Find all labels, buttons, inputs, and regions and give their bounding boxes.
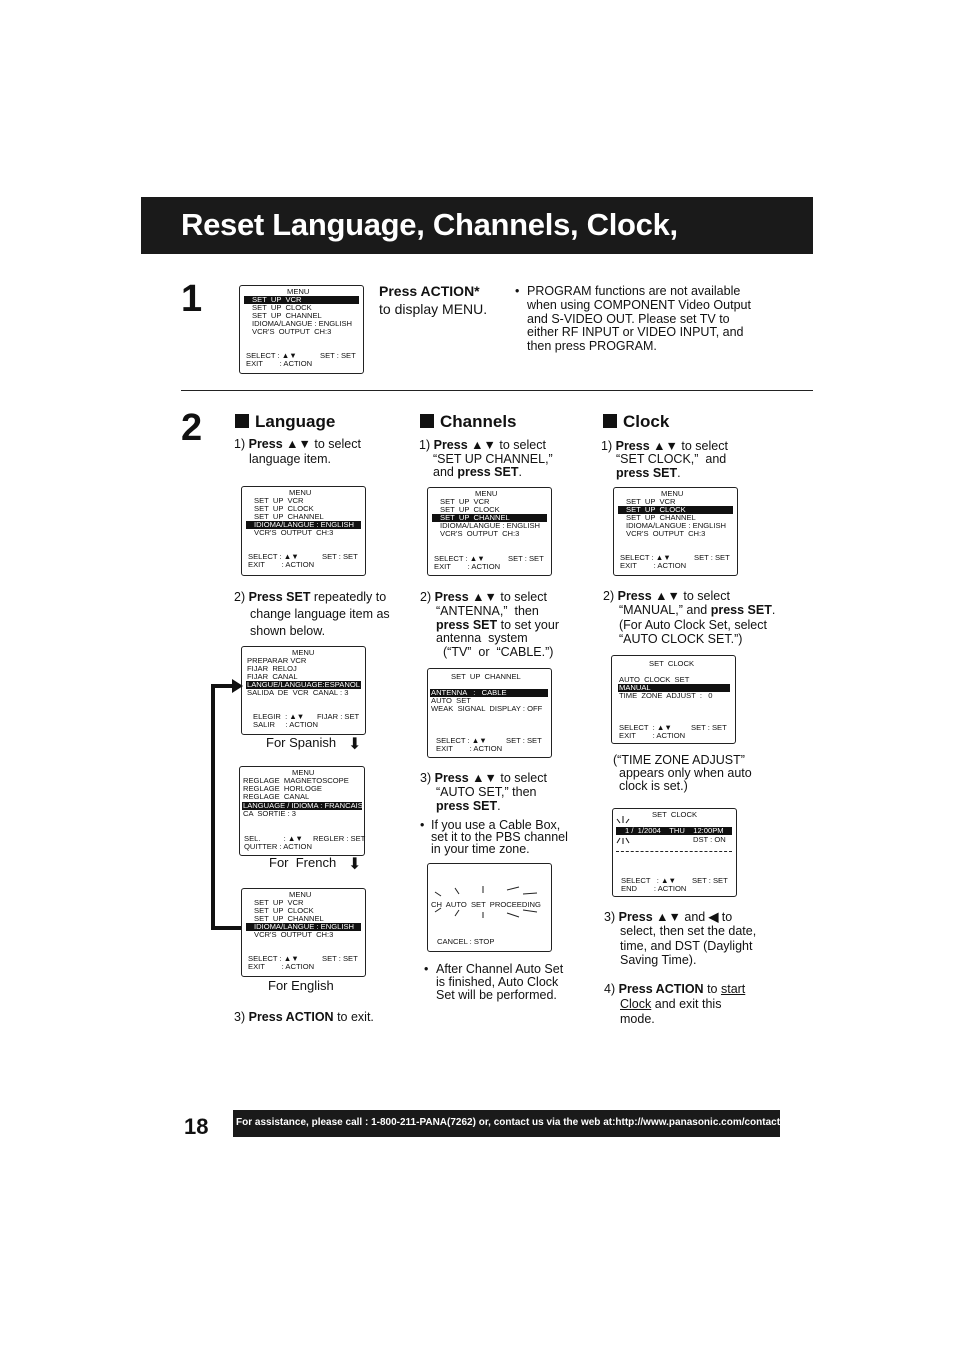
for-french-label: For French — [269, 855, 337, 870]
french-menu-screen — [239, 766, 365, 856]
display-menu-label: to display MENU. — [379, 301, 488, 317]
bold-text: Press ▲▼ — [434, 771, 497, 785]
clock-step3-line3: time, and DST (Daylight — [620, 939, 753, 953]
screen-line-highlight: SET UP CLOCK — [618, 506, 733, 514]
screen-line: AUTO SET — [431, 696, 471, 705]
down-arrow-icon: ⬇ — [348, 736, 362, 753]
screen-set: SET : SET — [506, 736, 542, 745]
text: and — [433, 465, 458, 479]
screen-select: SEL. : ▲▼ — [244, 834, 303, 843]
screen-line: SET CLOCK — [649, 659, 695, 668]
step-num: 2) — [234, 590, 246, 604]
bold-text: Press ▲▼ — [615, 439, 678, 453]
clock-menu-screen — [613, 487, 738, 576]
bold-text: press SET — [616, 466, 678, 480]
note-line: when using COMPONENT Video Output — [527, 298, 751, 312]
set-clock-screen — [611, 655, 736, 744]
screen-select: SELECT : ▲▼ — [248, 954, 299, 963]
screen-select: SELECT : ▲▼ — [434, 554, 485, 563]
screen-line: VCR'S OUTPUT CH:3 — [440, 529, 520, 538]
text: to exit. — [333, 1010, 374, 1024]
screen-line: MENU — [289, 890, 312, 899]
cable-note-line: set it to the PBS channel — [431, 830, 568, 844]
cursor-blink-icon — [614, 812, 734, 846]
step-2-number: 2 — [181, 407, 203, 449]
screen-line: MENU — [292, 768, 315, 777]
bold-text: Press ACTION — [248, 1010, 334, 1024]
screen-line: WEAK SIGNAL DISPLAY : OFF — [431, 704, 543, 713]
channels-step2-line5: (“TV” or “CABLE.”) — [443, 645, 554, 659]
auto-clock-note-line: After Channel Auto Set — [436, 962, 564, 976]
screen-line: SET UP VCR — [254, 496, 304, 505]
language-menu-screen — [241, 486, 366, 576]
channels-step2 — [420, 590, 547, 604]
note-line: either RF INPUT or VIDEO INPUT, and — [527, 325, 744, 339]
clock-step3 — [604, 910, 732, 924]
clock-step1 — [601, 439, 728, 453]
bullet: • — [424, 962, 429, 976]
screen-end: END : ACTION — [621, 884, 687, 893]
text: to set your — [497, 618, 559, 632]
screen-line: SALIDA DE VCR CANAL : 3 — [247, 688, 349, 697]
screen-line: VCR'S OUTPUT CH:3 — [252, 327, 332, 336]
note-bullet: • — [515, 284, 520, 298]
screen-line: SET UP CHANNEL — [626, 513, 696, 522]
text: . — [518, 465, 522, 479]
text: . — [497, 799, 501, 813]
screen-line: MENU — [292, 648, 315, 657]
text: and exit this — [651, 997, 722, 1011]
channels-menu-screen — [427, 487, 552, 576]
bold-text: Press ▲▼ — [434, 590, 497, 604]
screen-line: FIJAR RELOJ — [247, 664, 297, 673]
screen-set: REGLER : SET — [313, 834, 366, 843]
text: to select — [496, 771, 547, 785]
channels-step2-line4: antenna system — [436, 631, 528, 645]
text: to select — [679, 589, 730, 603]
underlined-text: start — [720, 982, 746, 996]
screen-line: TIME ZONE ADJUST : 0 — [619, 691, 713, 700]
screen-divider — [616, 851, 732, 852]
text: . — [771, 603, 776, 617]
language-step1 — [234, 437, 361, 451]
step-num: 1) — [419, 438, 431, 452]
screen-line: REGLAGE MAGNETOSCOPE — [243, 776, 349, 785]
text: to — [703, 982, 721, 996]
language-step3 — [234, 1010, 374, 1024]
text: “MANUAL,” and — [619, 603, 711, 617]
screen-line: REGLAGE CANAL — [243, 792, 310, 801]
screen-cancel: CANCEL : STOP — [437, 937, 495, 946]
bold-text: Press ▲▼ — [248, 437, 311, 451]
screen-line: SET UP VCR — [626, 497, 676, 506]
screen-line: SET UP CHANNEL — [254, 512, 324, 521]
step-num: 2) — [603, 589, 615, 603]
flashing-indicator-icon — [427, 882, 549, 922]
text: . — [677, 466, 681, 480]
for-spanish-label: For Spanish — [266, 735, 337, 750]
page-title: Reset Language, Channels, Clock, — [181, 207, 678, 242]
screen-select: SELECT : ▲▼ — [246, 351, 297, 360]
tz-note-line: appears only when auto — [619, 766, 752, 780]
clock-step2-line4: “AUTO CLOCK SET.”) — [619, 632, 743, 646]
screen-exit: EXIT : ACTION — [248, 962, 315, 971]
bold-text: press SET — [710, 603, 772, 617]
clock-step4-line3: mode. — [620, 1012, 655, 1026]
step-num: 3) — [604, 910, 616, 924]
step-num: 1) — [234, 437, 246, 451]
clock-step1-line2: “SET CLOCK,” and — [616, 452, 727, 466]
channels-step3-line3 — [436, 799, 501, 813]
text: to select — [495, 438, 546, 452]
loop-back-arrow-icon — [208, 679, 244, 931]
text: to select — [310, 437, 361, 451]
screen-line: MENU — [661, 489, 684, 498]
clock-step2-line2 — [619, 603, 775, 617]
screen-exit: SALIR : ACTION — [253, 720, 318, 729]
text: to — [718, 910, 733, 924]
bold-text: Press SET — [248, 590, 311, 604]
channels-step1-line3 — [433, 465, 522, 479]
step-1-number: 1 — [181, 278, 203, 320]
bold-text: Press ▲▼ — [617, 589, 680, 603]
channels-heading-text: Channels — [440, 412, 517, 431]
note-line: and S-VIDEO OUT. Please set TV to — [527, 312, 730, 326]
underlined-text: Clock — [620, 997, 652, 1011]
screen-line: IDIOMA/LANGUE : ENGLISH — [440, 521, 541, 530]
screen-line: FIJAR CANAL — [247, 672, 298, 681]
screen-exit: EXIT : ACTION — [620, 561, 687, 570]
channels-step3-line2: “AUTO SET,” then — [436, 785, 537, 799]
spanish-menu-screen — [241, 646, 366, 735]
screen-exit: EXIT : ACTION — [246, 359, 313, 368]
channels-step2-line3 — [436, 618, 559, 632]
screen-line: IDIOMA/LANGUE : ENGLISH — [626, 521, 727, 530]
screen-line: SET UP CLOCK — [252, 303, 312, 312]
screen-line-highlight: LANGUAGE / IDIOMA : FRANCAIS — [243, 801, 363, 810]
screen-exit: EXIT : ACTION — [619, 731, 686, 740]
tz-note-line: clock is set.) — [619, 779, 688, 793]
screen-line: MENU — [287, 287, 310, 296]
screen-line: VCR'S OUTPUT CH:3 — [626, 529, 706, 538]
square-bullet-icon — [420, 414, 434, 428]
bold-text: press SET — [436, 799, 498, 813]
bold-text: Press ▲▼ — [433, 438, 496, 452]
screen-select: SELECT : ▲▼ — [248, 552, 299, 561]
screen-line-highlight: SET UP CHANNEL — [432, 514, 547, 522]
screen-line-highlight: ANTENNA : CABLE — [430, 689, 548, 697]
screen-select: SELECT : ▲▼ — [436, 736, 487, 745]
screen-exit: EXIT : ACTION — [434, 562, 501, 571]
english-menu-screen — [241, 888, 366, 977]
text: to select — [496, 590, 547, 604]
screen-line: SET UP CHANNEL — [252, 311, 322, 320]
clock-step4-line2 — [620, 997, 721, 1011]
text: to select — [677, 439, 728, 453]
screen-select: SELECT : ▲▼ — [620, 553, 671, 562]
screen-line: VCR'S OUTPUT CH:3 — [254, 528, 334, 537]
screen-set: SET : SET — [694, 553, 730, 562]
for-english-label: For English — [268, 978, 334, 993]
bold-text: press SET — [457, 465, 519, 479]
channels-step1 — [419, 438, 546, 452]
screen-set: SET : SET — [691, 723, 727, 732]
clock-step3-line4: Saving Time). — [620, 953, 697, 967]
channels-heading — [420, 412, 517, 432]
clock-step4 — [604, 982, 745, 996]
screen-line: SET UP CLOCK — [440, 505, 500, 514]
screen-line: SET UP CLOCK — [254, 906, 314, 915]
press-action-label: Press ACTION* — [379, 283, 480, 299]
language-step2-line3: shown below. — [250, 624, 326, 638]
cable-note-line: If you use a Cable Box, — [431, 818, 561, 832]
step-num: 2) — [420, 590, 432, 604]
screen-line: CA SORTIE : 3 — [243, 809, 297, 818]
note-line: PROGRAM functions are not available — [527, 284, 741, 298]
screen-line: SET UP CLOCK — [254, 504, 314, 513]
screen-line-highlight: IDIOMA/LANGUE : ENGLISH — [246, 521, 361, 529]
channels-step2-line2: “ANTENNA,” then — [436, 604, 539, 618]
language-step2-line2: change language item as — [250, 607, 390, 621]
text: and — [680, 910, 709, 924]
page-number: 18 — [184, 1114, 209, 1139]
screen-line-highlight: LANGUE/LANGUAGE:ESPANOL — [247, 680, 360, 689]
screen-datetime: 1 / 1/2004 THU 12:00PM — [616, 827, 732, 835]
step-num: 1) — [601, 439, 613, 453]
screen-line: SET UP CHANNEL — [451, 672, 521, 681]
clock-heading — [603, 412, 669, 432]
screen-set: SET : SET — [692, 876, 728, 885]
screen-select: SELECT : ▲▼ — [619, 723, 672, 732]
language-step1-line2: language item. — [249, 452, 332, 466]
clock-step2-line3: (For Auto Clock Set, select — [619, 618, 767, 632]
step1-menu-screen — [239, 285, 364, 374]
screen-exit: QUITTER : ACTION — [244, 842, 312, 851]
down-arrow-icon: ⬇ — [348, 856, 362, 873]
step-num: 3) — [234, 1010, 246, 1024]
step-num: 4) — [604, 982, 616, 996]
auto-clock-note-line: is finished, Auto Clock — [436, 975, 559, 989]
assistance-text: For assistance, please call : 1-800-211-PANA(7262) or, contact us via the web at:http://www.panasonic.com/contactinfo — [236, 1117, 799, 1128]
screen-set: FIJAR : SET — [317, 712, 360, 721]
bold-text: press SET — [436, 618, 498, 632]
screen-line: SET UP CHANNEL — [254, 914, 324, 923]
bold-text: Press ▲▼ — [618, 910, 681, 924]
note-line: then press PROGRAM. — [527, 339, 657, 353]
screen-set: SET : SET — [508, 554, 544, 563]
screen-line: SET UP VCR — [254, 898, 304, 907]
screen-select: ELEGIR : ▲▼ — [253, 712, 305, 721]
screen-exit: EXIT : ACTION — [248, 560, 315, 569]
clock-heading-text: Clock — [623, 412, 670, 431]
screen-line: MENU — [475, 489, 498, 498]
screen-set: SET : SET — [322, 552, 358, 561]
step-num: 3) — [420, 771, 432, 785]
screen-dst: DST : ON — [693, 835, 726, 844]
clock-step2 — [603, 589, 730, 603]
auto-clock-note-line: Set will be performed. — [436, 988, 557, 1002]
screen-set: SET : SET — [320, 351, 356, 360]
text: repeatedly to — [310, 590, 387, 604]
screen-select: SELECT : ▲▼ — [621, 876, 676, 885]
screen-title: SET CLOCK — [652, 810, 698, 819]
screen-line: IDIOMA/LANGUE : ENGLISH — [252, 319, 353, 328]
channels-step3 — [420, 771, 547, 785]
divider — [181, 390, 813, 391]
bold-text: Press ACTION — [618, 982, 704, 996]
screen-line-highlight: MANUAL — [618, 684, 730, 692]
screen-line: MENU — [289, 488, 312, 497]
left-triangle-icon: ◀ — [708, 910, 719, 924]
screen-line-highlight: IDIOMA/LANGUE : ENGLISH — [246, 923, 361, 931]
screen-line: AUTO CLOCK SET — [619, 675, 690, 684]
square-bullet-icon — [603, 414, 617, 428]
screen-line: SET UP VCR — [440, 497, 490, 506]
channels-step1-line2: “SET UP CHANNEL,” — [433, 452, 553, 466]
set-up-channel-screen — [427, 668, 552, 758]
screen-line-highlight: SET UP VCR — [244, 296, 359, 304]
clock-step3-line2: select, then set the date, — [620, 924, 757, 938]
square-bullet-icon — [235, 414, 249, 428]
language-step2 — [234, 590, 386, 604]
language-heading — [235, 412, 335, 432]
screen-exit: EXIT : ACTION — [436, 744, 503, 753]
bullet: • — [420, 818, 425, 832]
language-heading-text: Language — [255, 412, 336, 431]
cable-note-line: in your time zone. — [431, 842, 530, 856]
screen-line: REGLAGE HORLOGE — [243, 784, 322, 793]
proceeding-text: CH AUTO SET PROCEEDING — [431, 900, 541, 909]
tz-note-line: (“TIME ZONE ADJUST” — [613, 753, 745, 767]
clock-step1-line3 — [616, 466, 681, 480]
screen-line: VCR'S OUTPUT CH:3 — [254, 930, 334, 939]
screen-line: PREPARAR VCR — [247, 656, 307, 665]
screen-set: SET : SET — [322, 954, 358, 963]
